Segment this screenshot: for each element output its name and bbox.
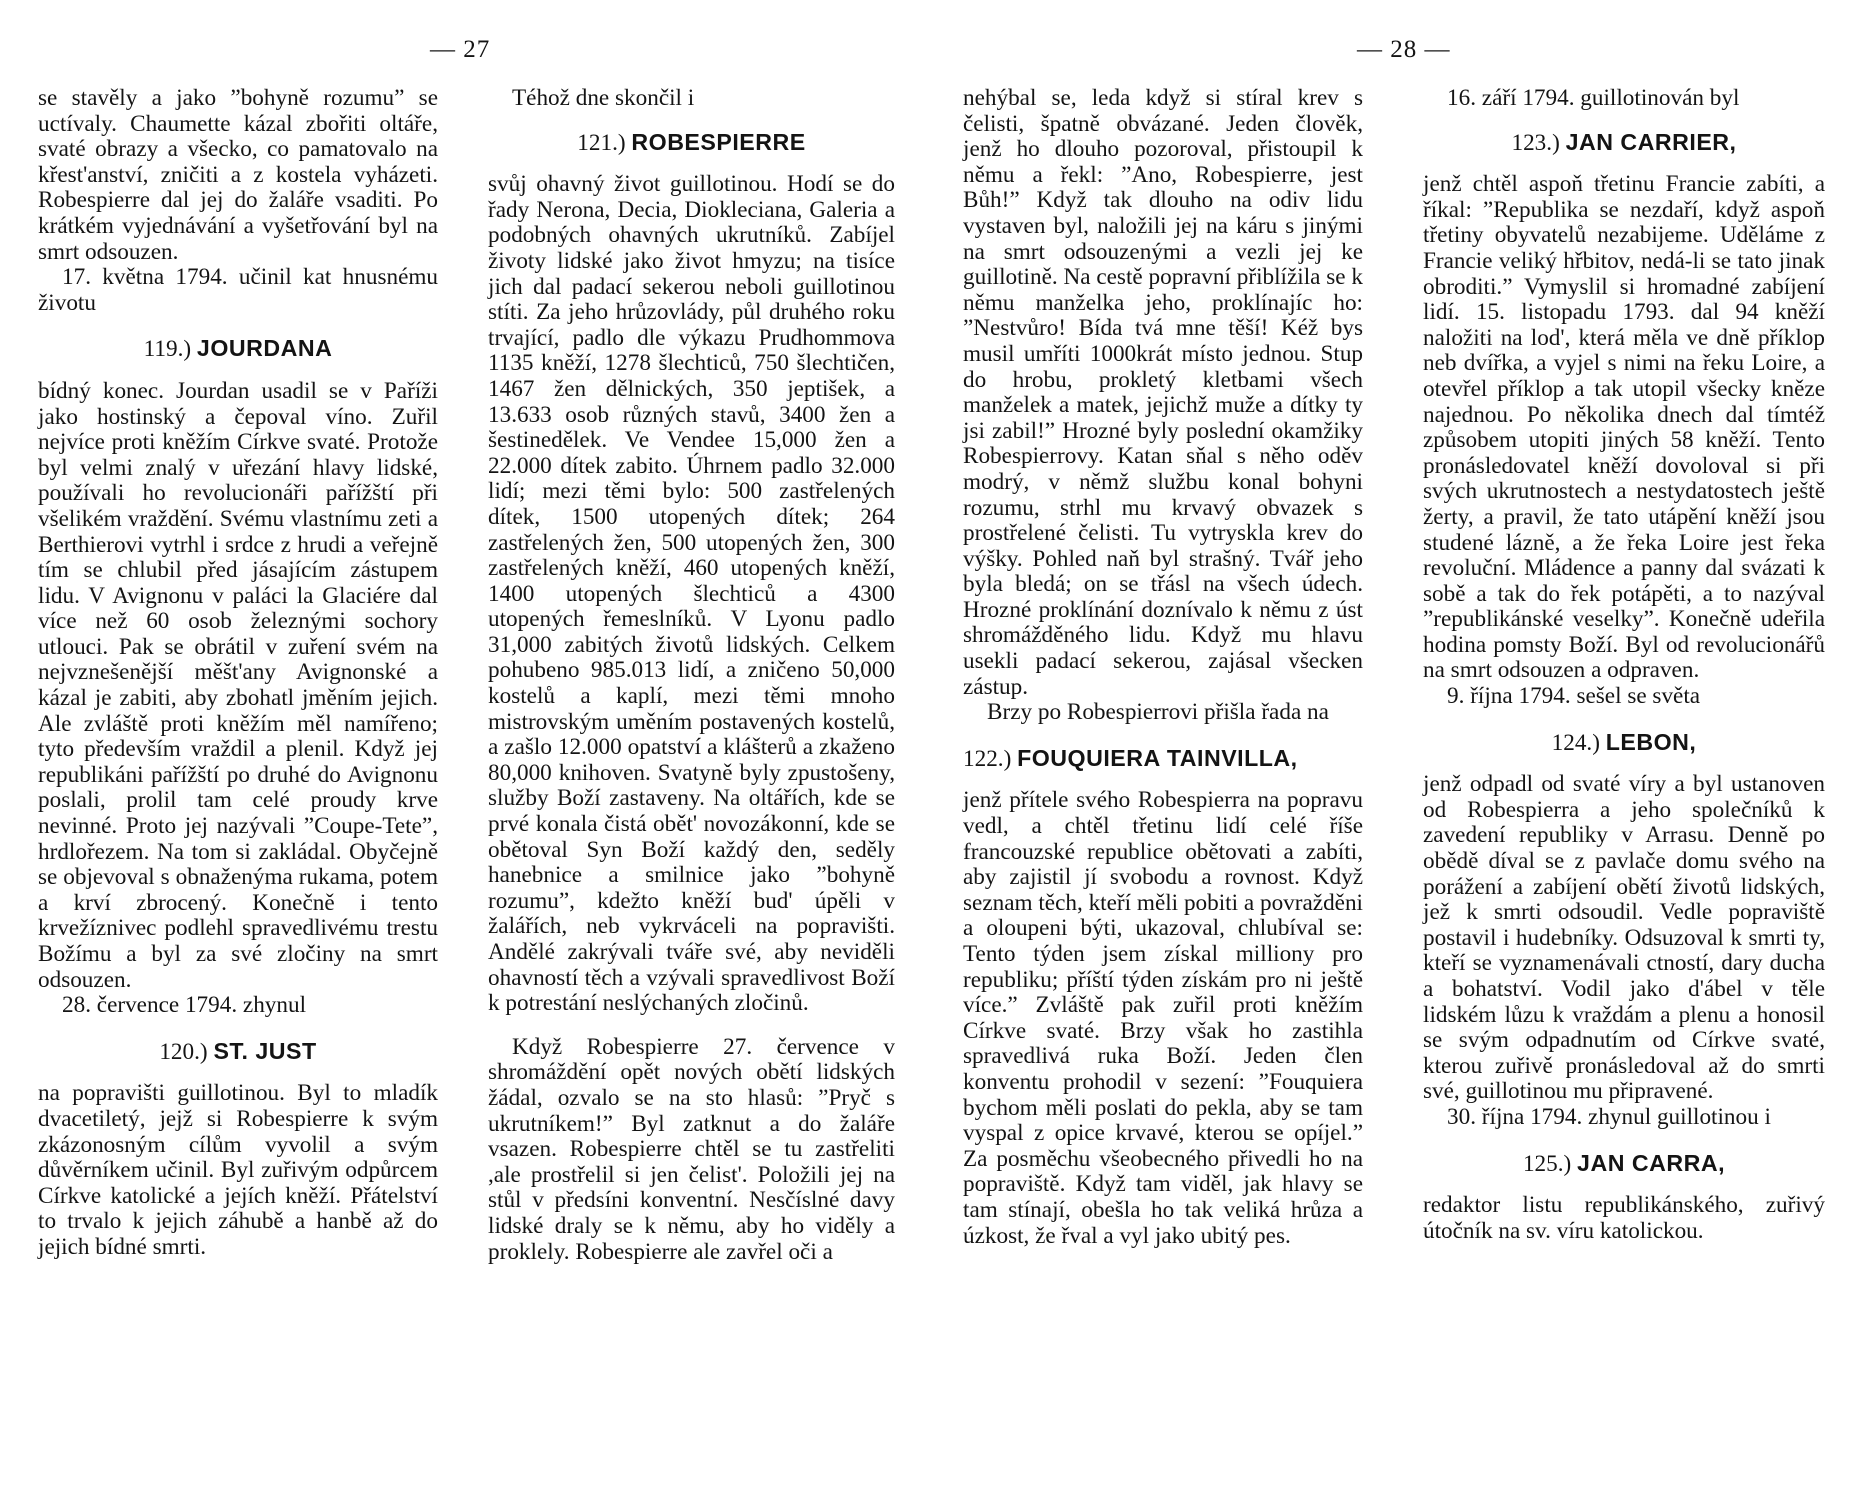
section-name: ST. JUST: [213, 1037, 317, 1064]
paragraph: 28. července 1794. zhynul: [62, 992, 307, 1019]
section-name: JAN CARRIER,: [1565, 128, 1737, 155]
paragraph: redaktor listu republikánského, zuřivý útočník na sv. víru katolickou.: [1423, 1192, 1825, 1244]
column-2: [488, 86, 895, 1265]
page-number-left: — 27: [430, 36, 491, 63]
section-name: ROBESPIERRE: [631, 128, 806, 155]
paragraph: jenž chtěl aspoň třetinu Francie zabíti, a říkal: ”Republika se nezdaří, když aspoň třetiny obyvatelů nezabijeme. Uděláme z Francie veliký hřbitov, nedá-li se tato jinak obroditi.” Vymyslil si hromadné zabíjení lidí. 15. listopadu 1793. dal 94 kněží naložiti na lod', která měla ve dně příklop neb dvířka, a vyjel s nimi na řeku Loire, a otevřel příklop a tak utopil všecky kněze najednou. Po několika dnech dal tímtéž způsobem utopiti jiných 58 kněží. Tento pronásledovatel kněží dovoloval si při svých ukrutnostech a nestydatostech ještě žerty, a pravil, že tato utápění kněží jsou studené lázně, a že řeka Loire jest řeka revoluční. Mládence a panny dal svázati k sobě a tak do řek potápěti, a to nazýval ”republikánské veselky”. Konečně udeřila hodina pomsty Boží. Byl od revolucionářů na smrt odsouzen a odpraven.: [1423, 171, 1825, 684]
column-4: [1423, 86, 1825, 1244]
paragraph: se stavěly a jako ”bohyně rozumu” se uctívaly. Chaumette kázal zbořiti oltáře, svaté obrazy a všecko, co pamatovalo na křest'anství, zničiti a z kostela vyházeti. Robespierre dal jej do žaláře vsaditi. Po krátkém vyjednávání a vyšetřování byl na smrt odsouzen.: [38, 85, 438, 265]
section-number: 124.): [1551, 729, 1600, 756]
paragraph: na popravišti guillotinou. Byl to mladík dvacetiletý, jejž si Robespierre k svým zkázonosným cílům vyvolil a svým důvěrníkem učinil. Byl zuřivým odpůrcem Církve katolické a jejích kněží. Přátelství to trvalo k jejich záhubě a hanbě až do jejich bídné smrti.: [38, 1080, 438, 1260]
section-heading-124: [1423, 730, 1825, 757]
section-name: FOUQUIERA TAINVILLA,: [1017, 744, 1298, 771]
section-heading-122: [963, 746, 1363, 773]
section-name: JOURDANA: [196, 335, 333, 362]
section-number: 122.): [963, 745, 1012, 772]
paragraph: 30. října 1794. zhynul guillotinou i: [1447, 1103, 1771, 1130]
section-heading-125: [1423, 1151, 1825, 1178]
paragraph: 16. září 1794. guillotinován byl: [1447, 85, 1740, 111]
section-name: JAN CARRA,: [1577, 1149, 1726, 1176]
paragraph: svůj ohavný život guillotinou. Hodí se do řady Nerona, Decia, Diokleciana, Galeria a podobných ohavných ukrutníků. Zabíjel životy lidské jako život hmyzu; na tisíce jich dal padací sekerou neboli guillotinou stíti. Za jeho hrůzovlády, půl druhého roku trvající, padlo dle výkazu Prudhommova 1135 kněží, 1278 šlechticů, 750 šlechtičen, 1467 žen dělnických, 350 jeptišek, a 13.633 osob různých stavů, 3400 žen a šestinedělek. Ve Vendee 15,000 žen a 22.000 dítek zabito. Úhrnem padlo 32.000 lidí; mezi těmi bylo: 500 zastřelených dítek, 1500 utopených dítek; 264 zastřelených žen, 500 utopených žen, 300 zastřelených kněží, 460 utopených kněží, 1400 utopených šlechticů a 4300 utopených řemeslníků. V Lyonu padlo 31,000 zabitých životů lidských. Celkem pohubeno 985.013 lidí, a zničeno 50,000 kostelů a kaplí, mezi těmi mnoho mistrovským uměním postavených kostelů, a zašlo 12.000 opatství a klášterů a zkaženo 80,000 knihoven. Svatyně byly zpustošeny, služby Boží zastaveny. Na oltářích, kde se prvé konala čistá obět' novozákonní, kde se obětoval Syn Boží každý den, seděly hanebnice a smilnice jako ”bohyně rozumu”, kdežto kněží bud' úpěli v žalářích, neb vykrváceli na popravišti. Andělé zakrývali tváře své, aby neviděli ohavností těch a vzývali spravedlivost Boží k potrestání neslýchaných zločinů.: [488, 171, 895, 1017]
paragraph: jenž přítele svého Robespierra na popravu vedl, a chtěl třetinu lidí celé říše francouzské republice obětovati a zabíti, aby zajistil jí svobodu a rovnost. Když seznam těch, kteří měli pobiti a povražděni a oloupeni býti, ukazoval, chlubíval se: Tento týden jsem získal milliony pro republiku; příští týden získám pro ni ještě více.” Zvláště pak zuřil proti kněžím Církve svaté. Brzy však ho zastihla spravedlivá ruka Boží. Jeden člen konventu prohodil v sezení: ”Fouquiera bychom měli poslati do pekla, aby se tam vyspal z opice krvavé, kterou se opíjel.” Za posměchu všeobecného přivedli ho na popraviště. Když tam viděl, jak hlavy se tam stínají, obešla ho tak veliká hrůza a úzkost, že řval a vyl jako ubitý pes.: [963, 787, 1363, 1249]
section-number: 125.): [1522, 1150, 1572, 1177]
section-number: 121.): [577, 129, 626, 156]
section-heading-121: [488, 130, 895, 157]
section-name: LEBON,: [1605, 728, 1697, 755]
section-heading-120: [38, 1039, 438, 1066]
paragraph: Téhož dne skončil i: [512, 85, 695, 111]
paragraph: 17. května 1794. učinil kat hnusnému životu: [38, 264, 438, 316]
paragraph: bídný konec. Jourdan usadil se v Paříži jako hostinský a čepoval víno. Zuřil nejvíce proti kněžím Církve svaté. Protože byl velmi znalý v uřezání hlavy lidské, používali ho revolucionáři pařížští při všelikém vraždění. Svému vlastnímu zeti a Berthierovi vytrhl i srdce z hrudi a veřejně tím se chlubil před jásajícím zástupem lidu. V Avignonu v paláci la Glaciére dal více než 60 osob železnými sochory utlouci. Pak se obrátil v zuření svém na nejvznešenější měšt'any Avignonské a kázal je zabiti, aby zbohatl jměním jejich. Ale zvláště proti kněžím měl namířeno; tyto především vraždil a plenil. Když jej republikáni pařížští po druhé do Avignonu poslali, prolil tam celé proudy krve nevinné. Proto jej nazývali ”Coupe-Tete”, hrdlořezem. Na tom si zakládal. Obyčejně se objevoval s obnaženýma rukama, potem a krví zbrocený. Konečně i tento krvežíznivec podlehl spravedlivému trestu Božímu a byl za své zločiny na smrt odsouzen.: [38, 377, 438, 993]
section-number: 119.): [143, 336, 192, 363]
paragraph: jenž odpadl od svaté víry a byl ustanoven od Robespierra a jeho společníků k zavedení republiky v Arrasu. Denně po obědě díval se z pavlače domu svého na porážení a zabíjení obětí životů lidských, jež k smrti odsoudil. Vedle popraviště postavil i hudebníky. Odsuzoval k smrti ty, kteří se vyznamenávali ctností, dary ducha a bohatství. Vodil jako d'ábel v těle lidském lůzu k vraždám a plenu a honosil se svým odpadnutím od Církve svaté, kterou zuřivě pronásledoval až do smrti své, guillotinou mu připravené.: [1423, 771, 1825, 1105]
section-heading-119: [38, 336, 438, 363]
section-number: 120.): [159, 1038, 208, 1065]
paragraph: Když Robespierre 27. července v shromáždění opět nových obětí lidských žádal, ozvalo se na sto hlasů: ”Pryč s ukrutníkem!” Byl zatknut a do žaláře vsazen. Robespierre chtěl se tu zastřeliti ,ale prostřelil si jen čelist'. Položili jej na stůl v předsíni konventní. Nesčíslné davy lidské draly se k němu, aby ho viděly a proklely. Robespierre ale zavřel oči a: [488, 1033, 895, 1265]
paragraph: nehýbal se, leda když si stíral krev s čelisti, špatně obvázané. Jeden člověk, jenž ho dlouho pozoroval, přistoupil k němu a řekl: ”Ano, Robespierre, jest Bůh!” Když tak dlouho na odiv lidu vystaven byl, naložili jej na káru s jinými na smrt odsouzenými a vezli jej ke guillotině. Na cestě popravní přiblížila se k němu manželka jeho, proklínajíc ho: ”Nestvůro! Bída tvá mne těší! Kéž bys musil umříti 1000krát místo jednou. Stup do hrobu, prokletý kletbami všech manželek a matek, jejichž muže a dítky ty jsi zabil!” Hrozné byly poslední okamžiky Robespierrovy. Katan sňal s něho oděv modrý, v němž službu konal bohyni rozumu, strhl mu krvavý obvazek s prostřelené čelisti. Tu vytryskla krev do výšky. Pohled naň byl strašný. Tvář jeho byla bledá; on se třásl na všech údech. Hrozné proklínání doznívalo k němu z úst shromážděného lidu. Když mu hlavu usekli padací sekerou, zajásal všecken zástup.: [963, 85, 1363, 700]
column-1: [38, 86, 438, 1261]
column-3: [963, 86, 1363, 1249]
paragraph: 9. října 1794. sešel se světa: [1447, 683, 1701, 710]
section-heading-123: [1423, 130, 1825, 157]
section-number: 123.): [1511, 129, 1560, 156]
page-number-right: — 28 —: [1357, 36, 1451, 63]
paragraph: Brzy po Robespierrovi přišla řada na: [987, 699, 1329, 726]
